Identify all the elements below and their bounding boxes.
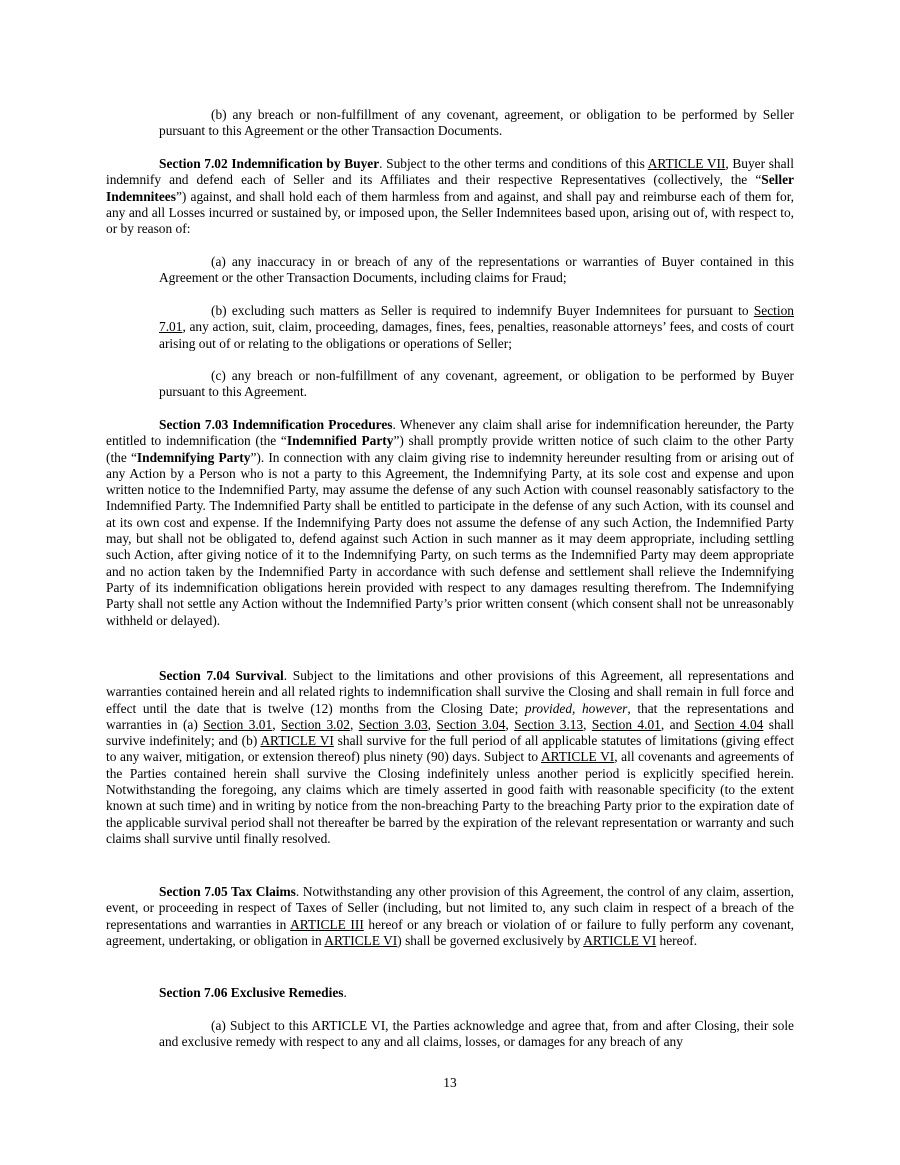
paragraph-7-02-b: [159, 303, 794, 352]
section-heading: Section 7.05 Tax Claims: [159, 884, 296, 899]
section-text: .: [343, 985, 347, 1000]
paragraph-7-02-c: [159, 368, 794, 401]
defined-term: Indemnified Party: [286, 433, 394, 449]
separator: ,: [349, 716, 359, 732]
cross-reference-link[interactable]: ARTICLE VI: [324, 932, 398, 948]
section-text: ”). In connection with any claim giving rise to indemnity hereunder resulting from or arising out of any Action by a Person who is not a party to this Agreement, the Indemnifying Party, at its sole cost and expense and upon written notice to the Indemnified Party, may assume the defense of any such Action with counsel reasonably satisfactory to the Indemnified Party. The Indemnified Party shall be entitled to participate in the defense of any such Action, with its counsel and at its own cost and expense. If the Indemnifying Party does not assume the defense of any such Action, the Indemnified Party may, but shall not be obligated to, defend against such Action in such manner as it may deem appropriate, including settling such Action, after giving notice of it to the Indemnifying Party, on such terms as the Indemnified Party may deem appropriate and no action taken by the Indemnified Party in accordance with such defense and settlement shall relieve the Indemnifying Party of its indemnification obligations herein provided with respect to any damages resulting therefrom. The Indemnifying Party shall not settle any Action without the Indemnified Party’s prior written consent (which consent shall not be unreasonably withheld or delayed).: [106, 449, 794, 628]
paragraph-7-02-a: [159, 254, 794, 287]
paragraph-text: (a) Subject to this ARTICLE VI, the Parties acknowledge and agree that, from and after Closing, their sole and exclusive remedy with respect to any and all claims, losses, or damages for any breach of any: [159, 1018, 794, 1050]
separator: ,: [272, 716, 281, 732]
separator: , and: [660, 716, 695, 732]
paragraph-text: (c) any breach or non-fulfillment of any covenant, agreement, or obligation to be performed by Buyer pursuant to this Agreement.: [159, 368, 794, 400]
section-7-02: [106, 156, 794, 237]
section-7-03: [106, 417, 794, 629]
cross-reference-link[interactable]: ARTICLE VI: [260, 733, 334, 749]
cross-reference-link[interactable]: ARTICLE VII: [647, 156, 726, 171]
section-text: , Buyer shall indemnify and defend each of Seller and its Affiliates and their respective Representatives (collectively, the “: [106, 156, 794, 188]
cross-reference-link[interactable]: ARTICLE VI: [583, 932, 657, 948]
section-heading: Section 7.04 Survival: [159, 668, 284, 683]
section-7-06: [106, 985, 794, 1001]
section-text: . Subject to the other terms and conditions of this: [379, 156, 648, 171]
section-text: . Notwithstanding any other provision of this Agreement, the control of any claim, assertion, event, or proceeding in respect of Taxes of Seller (including, but not limited to, any such claim in respect of a breach of the representations and warranties in: [106, 884, 795, 932]
section-7-05: [106, 884, 794, 949]
cross-reference-link[interactable]: Section 7.01: [159, 303, 794, 335]
paragraph-7-01-b: [159, 107, 794, 140]
section-text: ) shall be governed exclusively by: [397, 932, 584, 948]
defined-term: Indemnifying Party: [136, 449, 251, 465]
cross-reference-link[interactable]: Section 4.04: [694, 716, 764, 732]
cross-reference-link[interactable]: Section 3.13: [514, 716, 584, 732]
cross-reference-link[interactable]: ARTICLE VI: [540, 749, 615, 765]
section-text: shall survive indefinitely; and (b): [106, 716, 795, 749]
section-7-04: [106, 668, 794, 847]
page-number: 13: [443, 1075, 457, 1090]
section-text: ”) shall promptly provide written notice of such claim to the other Party (the “: [106, 433, 795, 465]
cross-reference-link[interactable]: Section 3.01: [203, 716, 273, 732]
cross-reference-link[interactable]: Section 3.04: [436, 716, 506, 732]
section-heading: Section 7.03 Indemnification Procedures: [159, 417, 393, 432]
section-text: , that the representations and warranties in (a): [106, 700, 794, 732]
section-heading: Section 7.02 Indemnification by Buyer: [159, 156, 380, 171]
defined-term: Seller Indemnitees: [106, 172, 794, 204]
cross-reference-link[interactable]: ARTICLE III: [290, 916, 364, 932]
section-text: , all covenants and agreements of the Parties contained herein shall survive the Closing indefinitely unless another period is explicitly specified herein. Notwithstanding the foregoing, any claims which are timely asserted in good faith with reasonable specificity (to the extent known at such time) and in writing by notice from the non-breaching Party to the breaching Party prior to the expiration date of the applicable survival period shall not thereafter be barred by the expiration of the relevant representation or warranty and such claims shall survive until finally resolved.: [106, 749, 794, 846]
section-text: . Subject to the limitations and other provisions of this Agreement, all representations and warranties contained herein and all related rights to indemnification shall survive the Closing and shall remain in full force and effect until the date that is twelve (12) months from the Closing Date;: [106, 668, 794, 716]
section-text: . Whenever any claim shall arise for indemnification hereunder, the Party entitled to indemnification (the “: [106, 417, 795, 449]
paragraph-text: , any action, suit, claim, proceeding, damages, fines, fees, penalties, reasonable attorneys’ fees, and costs of court arising out of or relating to the obligations or operations of Seller;: [159, 319, 794, 351]
cross-reference-link[interactable]: Section 3.03: [358, 716, 428, 732]
section-heading: Section 7.06 Exclusive Remedies: [159, 985, 344, 1000]
paragraph-text: (a) any inaccuracy in or breach of any of the representations or warranties of Buyer contained in this Agreement or the other Transaction Documents, including claims for Fraud;: [159, 254, 794, 286]
paragraph-7-06-a: [159, 1018, 794, 1051]
section-text: hereof or any breach or violation of or failure to fully perform any covenant, agreement, undertaking, or obligation in: [106, 916, 795, 948]
section-text: hereof.: [656, 932, 698, 948]
separator: ,: [427, 716, 437, 732]
section-text: shall survive for the full period of all applicable statutes of limitations (giving effect to any waiver, mitigation, or extension thereof) plus ninety (90) days. Subject to: [106, 733, 794, 765]
italic-text: provided, however: [524, 700, 628, 716]
separator: ,: [505, 716, 515, 732]
paragraph-text: (b) excluding such matters as Seller is required to indemnify Buyer Indemnitees for pursuant to: [211, 303, 754, 318]
section-text: ”) against, and shall hold each of them harmless from and against, and shall pay and reimburse each of them for, any and all Losses incurred or sustained by, or imposed upon, the Seller Indemnitees based upon, arising out of, with respect to, or by reason of:: [106, 188, 794, 237]
paragraph-text: (b) any breach or non-fulfillment of any covenant, agreement, or obligation to be performed by Seller pursuant to this Agreement or the other Transaction Documents.: [159, 107, 794, 139]
separator: ,: [583, 716, 592, 732]
cross-reference-link[interactable]: Section 4.01: [591, 716, 661, 732]
cross-reference-link[interactable]: Section 3.02: [280, 716, 350, 732]
